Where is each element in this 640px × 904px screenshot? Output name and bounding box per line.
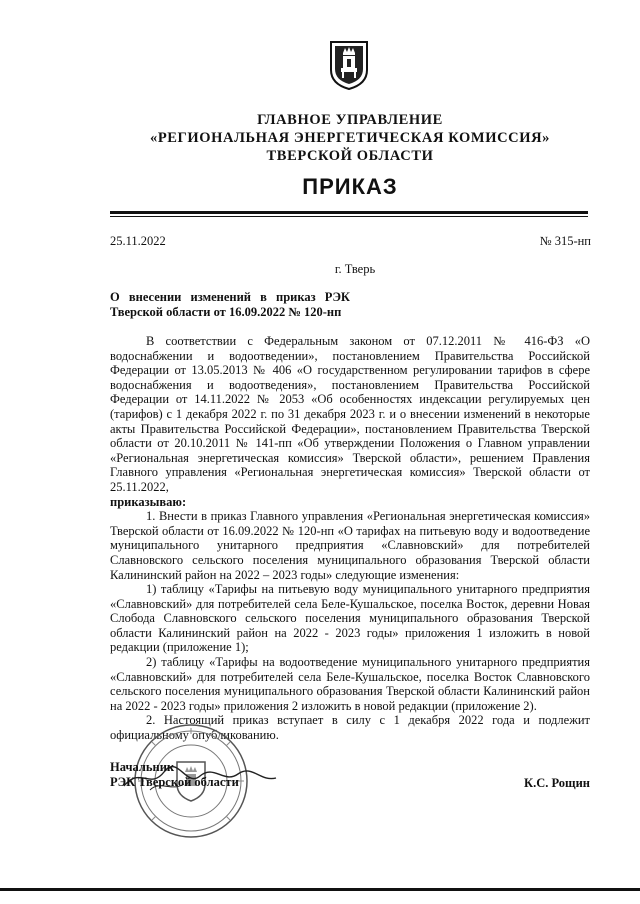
org-name-line2: «РЕГИОНАЛЬНАЯ ЭНЕРГЕТИЧЕСКАЯ КОМИССИЯ» (149, 130, 551, 146)
page-bottom-edge (0, 888, 640, 891)
order-word: приказываю: (110, 494, 187, 509)
coat-of-arms-icon (328, 40, 370, 90)
org-name-line1: ГЛАВНОЕ УПРАВЛЕНИЕ (257, 112, 443, 128)
signatory-position (110, 760, 239, 790)
item-1-paragraph: 1. Внести в приказ Главного управления «Региональная энергетическая комиссия» Тверской области от 16.09.2022 № 120-нп «О тарифах на питьевую воду и водоотведение муниципального унитарного предприятия «Славновский» для потребителей Славновского сельского поселения муниципального образования Тверской области Калининский район на 2022 – 2023 годы» следующие изменения: (110, 509, 590, 582)
item-2-paragraph: 2. Настоящий приказ вступает в силу с 1 декабря 2022 года и подлежит официальному опубликованию. (110, 713, 590, 743)
document-type-title: ПРИКАЗ (302, 174, 398, 199)
org-name-line3: ТВЕРСКОЙ ОБЛАСТИ (266, 148, 434, 164)
preamble-paragraph: В соответствии с Федеральным законом от 07.12.2011 № 416-ФЗ «О водоснабжении и водоотведении», постановлением Правительства Российской Федерации от 13.05.2013 № 406 «О государственном регулировании тарифов в сфере водоснабжения и водоотведения», постановлением Правительства Российской Федерации от 14.11.2022 № 2053 «Об особенностях индексации регулируемых цен (тарифов) с 1 декабря 2022 г. по 31 декабря 2023 г. и о внесении изменений в некоторые акты Правительства Российской Федерации», постановлением Правительства Тверской области от 20.10.2011 № 141-пп «Об утверждении Положения о Главном управлении «Региональная энергетическая комиссия» Тверской области», решением Правления Главного управления «Региональная энергетическая комиссия» Тверской области от 25.11.2022, (110, 334, 590, 494)
document-date: 25.11.2022 (110, 234, 166, 248)
document-body (110, 334, 590, 743)
document-subject: О внесении изменений в приказ РЭК Тверской области от 16.09.2022 № 120-нп (110, 290, 350, 319)
item-1-2-paragraph: 2) таблицу «Тарифы на водоотведение муниципального унитарного предприятия «Славновский» для потребителей села Беле-Кушальское, поселка Восток Славновского сельского поселения муниципального образования Тверской области Калининский район на 2022 - 2023 годы» приложения 2 изложить в новой редакции (приложение 2). (110, 655, 590, 713)
document-number: № 315-нп (539, 234, 591, 248)
signatory-position-line2: РЭК Тверской области (110, 775, 239, 789)
item-1-1-paragraph: 1) таблицу «Тарифы на питьевую воду муниципального унитарного предприятия «Славновский» для потребителей села Беле-Кушальское, поселка Восток, деревни Новая Слобода Славновского сельского поселения муниципального образования Тверской области Калининский район на 2022 - 2023 годы» приложения 1 изложить в новой редакции (приложение 1); (110, 582, 590, 655)
signatory-name: К.С. Рощин (524, 776, 590, 790)
header-divider-thick (110, 211, 588, 214)
document-city: г. Тверь (334, 262, 376, 276)
header-divider-thin (110, 216, 588, 217)
signatory-position-line1: Начальник (110, 760, 175, 774)
